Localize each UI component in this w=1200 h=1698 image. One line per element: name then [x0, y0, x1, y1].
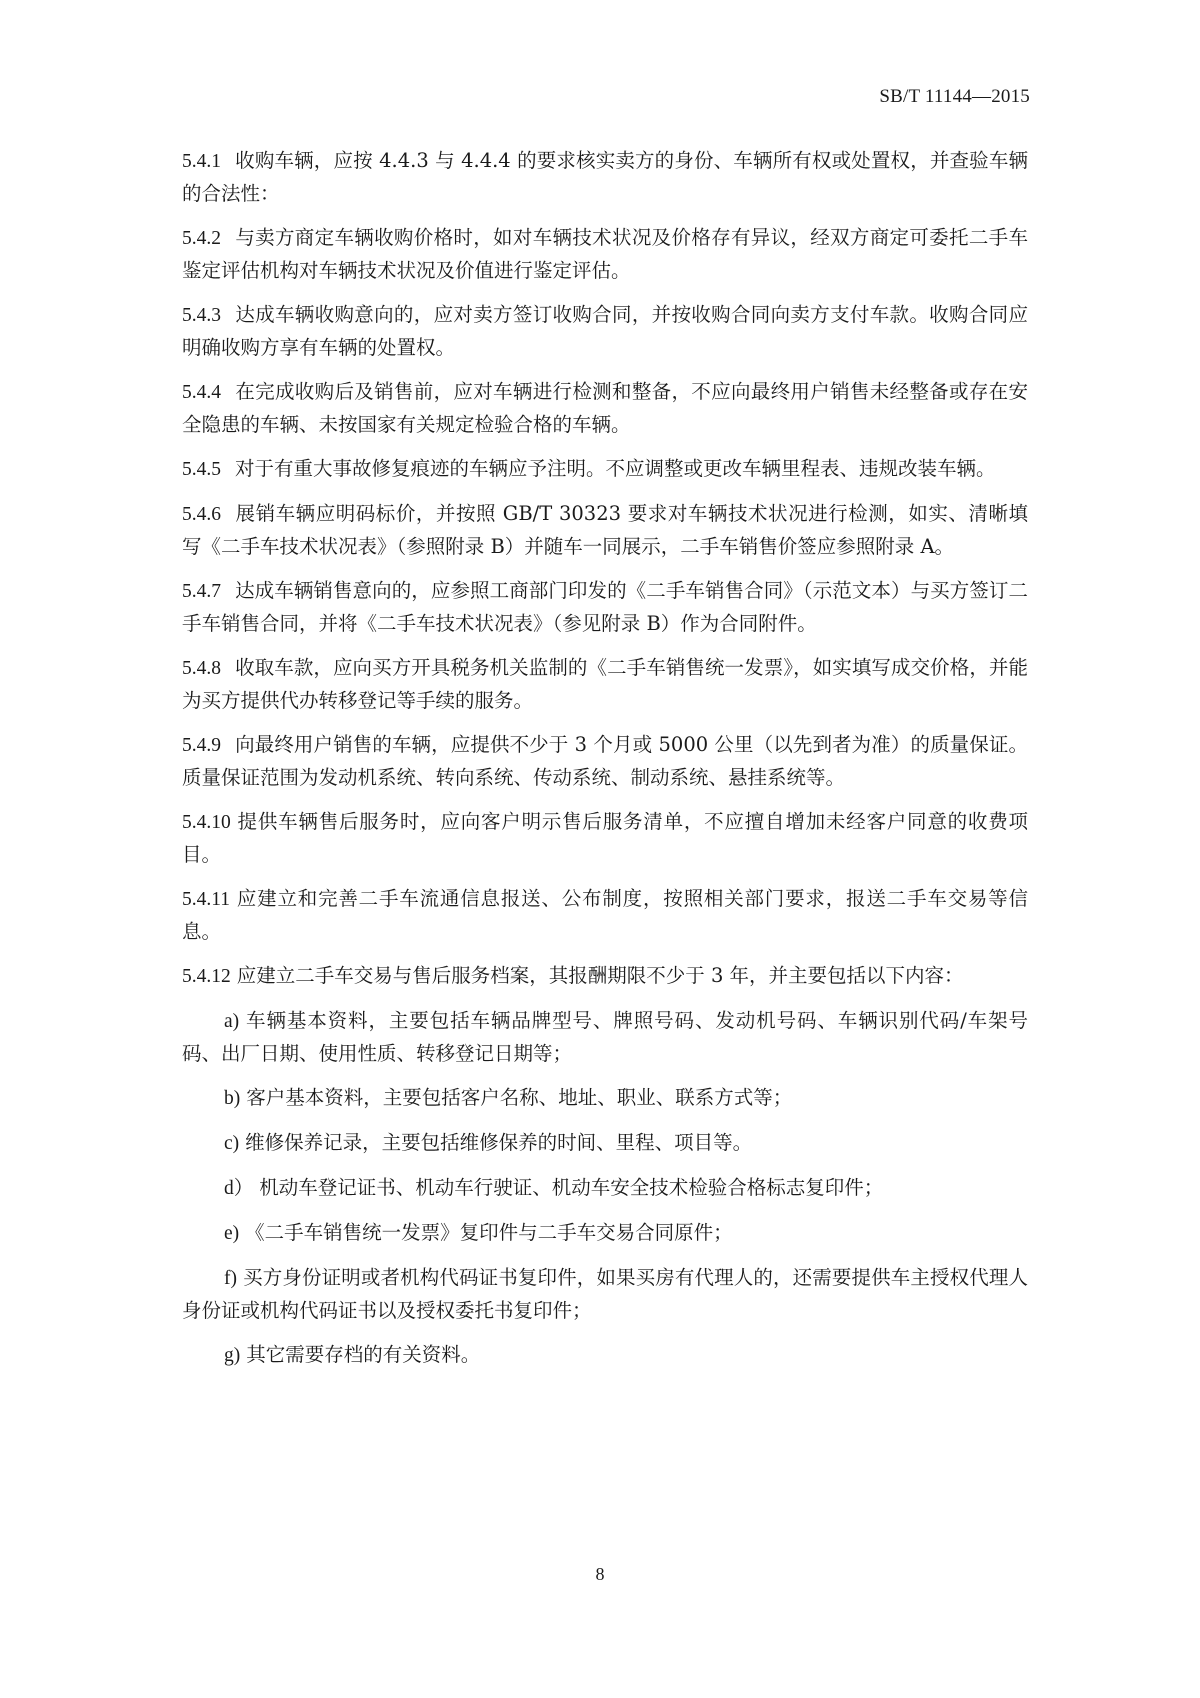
- document-body: [182, 145, 1028, 1384]
- clause-number: 5.4.8: [182, 658, 221, 679]
- clause-text: 展销车辆应明码标价，并按照 GB/T 30323 要求对车辆技术状况进行检测，如实、清晰填写《二手车技术状况表》（参照附录 B）并随车一同展示，二手车销售价签应参照附录 A。: [182, 502, 1028, 558]
- item-label: c): [224, 1133, 240, 1154]
- clause-text: 收购车辆，应按 4.4.3 与 4.4.4 的要求核实卖方的身份、车辆所有权或处置权，并查验车辆的合法性：: [182, 149, 1028, 205]
- item-text: 维修保养记录，主要包括维修保养的时间、里程、项目等。: [245, 1131, 753, 1154]
- clause-5-4-10: [182, 806, 1028, 871]
- clause-number: 5.4.12: [182, 966, 231, 987]
- item-text: 买方身份证明或者机构代码证书复印件，如果买房有代理人的，还需要提供车主授权代理人身份证或机构代码证书以及授权委托书复印件；: [182, 1266, 1028, 1322]
- clause-5-4-12: [182, 960, 1028, 993]
- item-text: 《二手车销售统一发票》复印件与二手车交易合同原件；: [245, 1221, 733, 1244]
- item-label: e): [224, 1223, 240, 1244]
- list-item: [182, 1082, 1028, 1115]
- clause-text: 达成车辆收购意向的，应对卖方签订收购合同，并按收购合同向卖方支付车款。收购合同应明确收购方享有车辆的处置权。: [182, 303, 1028, 359]
- item-text: 客户基本资料，主要包括客户名称、地址、职业、联系方式等；: [246, 1086, 793, 1109]
- clause-number: 5.4.11: [182, 889, 231, 910]
- clause-text: 应建立和完善二手车流通信息报送、公布制度，按照相关部门要求，报送二手车交易等信息。: [182, 887, 1028, 943]
- clause-text: 达成车辆销售意向的，应参照工商部门印发的《二手车销售合同》（示范文本）与买方签订二手车销售合同，并将《二手车技术状况表》（参见附录 B）作为合同附件。: [182, 579, 1028, 635]
- clause-text: 与卖方商定车辆收购价格时，如对车辆技术状况及价格存有异议，经双方商定可委托二手车鉴定评估机构对车辆技术状况及价值进行鉴定评估。: [182, 226, 1028, 282]
- clause-number: 5.4.4: [182, 382, 221, 403]
- clause-5-4-2: [182, 222, 1028, 287]
- clause-number: 5.4.2: [182, 228, 221, 249]
- clause-number: 5.4.3: [182, 305, 221, 326]
- clause-5-4-8: [182, 652, 1028, 717]
- list-item: [182, 1339, 1028, 1372]
- list-item: [182, 1262, 1028, 1327]
- clause-5-4-11: [182, 883, 1028, 948]
- item-text: 车辆基本资料，主要包括车辆品牌型号、牌照号码、发动机号码、车辆识别代码/车架号码、出厂日期、使用性质、转移登记日期等；: [182, 1009, 1028, 1065]
- clause-5-4-4: [182, 376, 1028, 441]
- standard-code: SB/T 11144—2015: [879, 86, 1030, 107]
- list-item: [182, 1172, 1028, 1205]
- clause-number: 5.4.10: [182, 812, 231, 833]
- clause-text: 向最终用户销售的车辆，应提供不少于 3 个月或 5000 公里（以先到者为准）的质量保证。质量保证范围为发动机系统、转向系统、传动系统、制动系统、悬挂系统等。: [182, 733, 1028, 789]
- clause-text: 应建立二手车交易与售后服务档案，其报酬期限不少于 3 年，并主要包括以下内容：: [236, 964, 964, 987]
- clause-number: 5.4.6: [182, 504, 221, 525]
- clause-5-4-1: [182, 145, 1028, 210]
- clause-5-4-5: [182, 453, 1028, 486]
- list-item: [182, 1127, 1028, 1160]
- clause-number: 5.4.9: [182, 735, 221, 756]
- clause-number: 5.4.5: [182, 459, 221, 480]
- clause-5-4-9: [182, 729, 1028, 794]
- clause-text: 提供车辆售后服务时，应向客户明示售后服务清单，不应擅自增加未经客户同意的收费项目。: [182, 810, 1028, 866]
- item-text: 机动车登记证书、机动车行驶证、机动车安全技术检验合格标志复印件；: [259, 1176, 884, 1199]
- clause-text: 对于有重大事故修复痕迹的车辆应予注明。不应调整或更改车辆里程表、违规改装车辆。: [235, 457, 996, 480]
- clause-number: 5.4.7: [182, 581, 221, 602]
- page-number: 8: [595, 1564, 605, 1584]
- list-item: [182, 1217, 1028, 1250]
- item-label: d）: [224, 1178, 254, 1199]
- item-label: b): [224, 1088, 241, 1109]
- item-label: g): [224, 1345, 241, 1366]
- clause-5-4-3: [182, 299, 1028, 364]
- item-label: f): [224, 1268, 237, 1289]
- item-text: 其它需要存档的有关资料。: [246, 1343, 481, 1366]
- clause-number: 5.4.1: [182, 151, 221, 172]
- clause-text: 在完成收购后及销售前，应对车辆进行检测和整备，不应向最终用户销售未经整备或存在安全隐患的车辆、未按国家有关规定检验合格的车辆。: [182, 380, 1028, 436]
- list-item: [182, 1005, 1028, 1070]
- clause-5-4-7: [182, 575, 1028, 640]
- item-label: a): [224, 1011, 240, 1032]
- clause-5-4-6: [182, 498, 1028, 563]
- clause-text: 收取车款，应向买方开具税务机关监制的《二手车销售统一发票》，如实填写成交价格，并能为买方提供代办转移登记等手续的服务。: [182, 656, 1028, 712]
- archive-item-list: [182, 1005, 1028, 1372]
